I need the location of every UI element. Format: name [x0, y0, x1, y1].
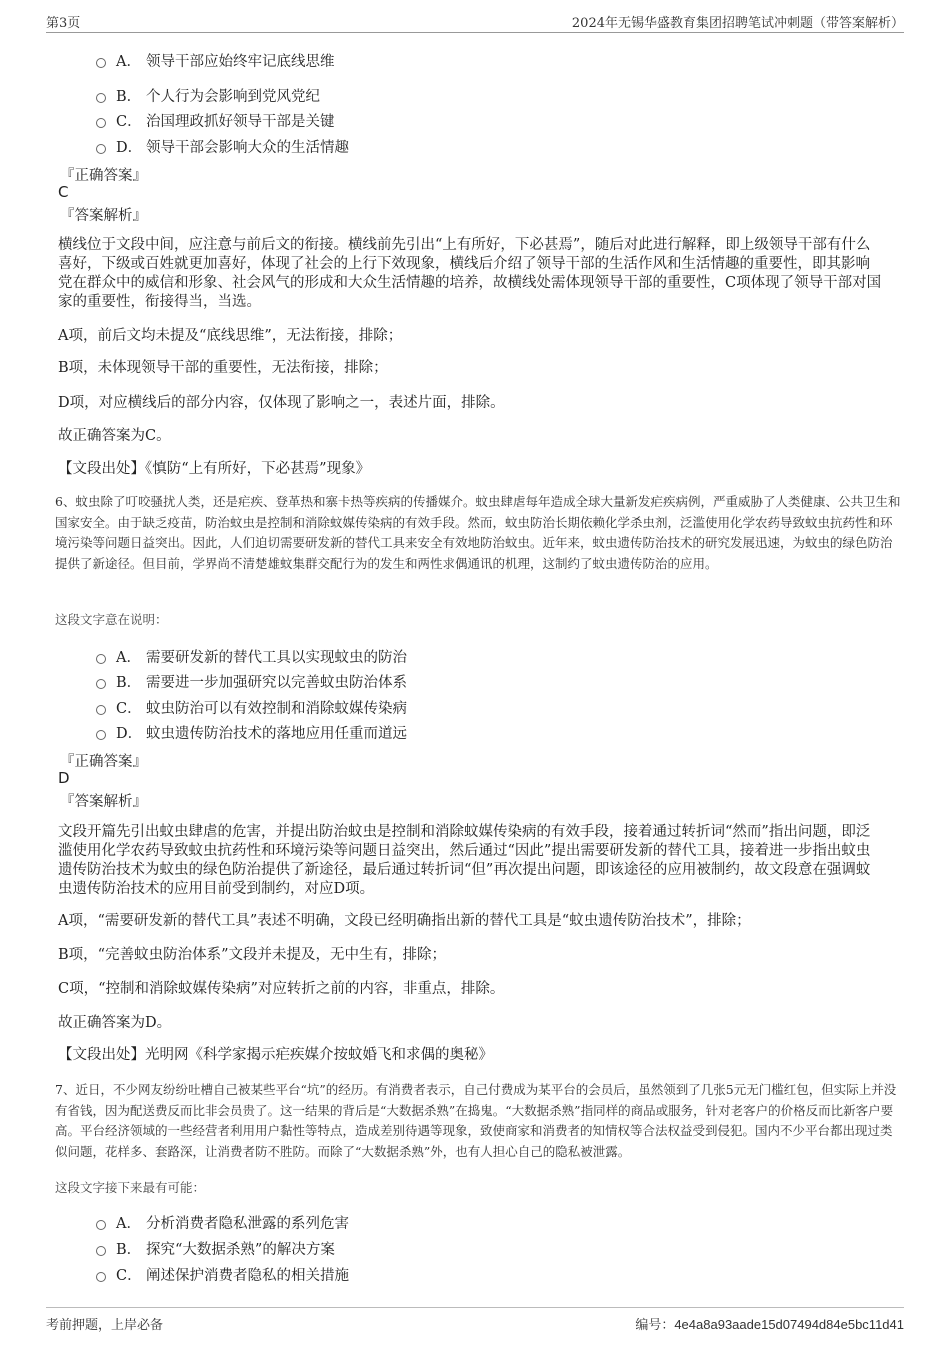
q5-option-a[interactable]: A． 领导干部应始终牢记底线思维: [96, 50, 335, 71]
q5-option-c[interactable]: C． 治国理政抓好领导干部是关键: [96, 110, 335, 131]
page-number: 第3页: [46, 16, 81, 31]
radio-icon[interactable]: [96, 730, 106, 740]
analysis-option-a: A项，“需要研发新的替代工具”表述不明确，文段已经明确指出新的替代工具是“蚊虫遗传防治技术”，排除；: [58, 913, 751, 929]
source: 【文段出处】光明网《科学家揭示疟疾媒介按蚊婚飞和求偶的奥秘》: [58, 1047, 493, 1063]
radio-icon[interactable]: [96, 93, 106, 103]
analysis-option-a: A项，前后文均未提及“底线思维”，无法衔接，排除；: [58, 328, 403, 344]
question-6: 6、蚊虫除了叮咬骚扰人类，还是疟疾、登革热和寨卡热等疾病的传播媒介。蚊虫肆虐每年造成全球大量新发疟疾病例，严重威胁了人类健康、公共卫生和国家安全。由于缺乏疫苗，防治蚊虫是控制和消除蚊媒传染病的有效手段。然而，蚊虫防治长期依赖化学杀虫剂，泛滥使用化学农药导致蚊虫抗药性和环境污染等问题日益突出。因此，人们迫切需要研发新的替代工具来安全有效地防治蚊虫。近年来，蚊虫遗传防治技术的研究发展迅速，为蚊虫的绿色防治提供了新途径。但目前，学界尚不清楚雄蚊集群交配行为的发生和两性求偶通讯的机理，这制约了蚊虫遗传防治的应用。: [55, 494, 901, 571]
q5-option-b[interactable]: B． 个人行为会影响到党风党纪: [96, 85, 320, 106]
q7-option-c[interactable]: C． 阐述保护消费者隐私的相关措施: [96, 1264, 349, 1285]
radio-icon[interactable]: [96, 1220, 106, 1230]
analysis-text: 文段开篇先引出蚊虫肆虐的危害，并提出防治蚊虫是控制和消除蚊媒传染病的有效手段，接着通过转折词“然而”指出问题，即泛滥使用化学农药导致蚊虫抗药性和环境污染等问题日益突出，然后通过“因此”提出需要研发新的替代工具，接着进一步指出蚊虫遗传防治技术为蚊虫的绿色防治提供了新途径，最后通过转折词“但”再次提出问题，即该途径的应用被制约，故文段意在强调蚊虫遗传防治技术的应用目前受到制约，对应D项。: [58, 824, 871, 897]
analysis-option-b: B项，“完善蚊虫防治体系”文段并未提及，无中生有，排除；: [58, 947, 446, 963]
conclusion: 故正确答案为D。: [58, 1015, 172, 1031]
radio-icon[interactable]: [96, 144, 106, 154]
document-title: 2024年无锡华盛教育集团招聘笔试冲刺题（带答案解析）: [571, 16, 904, 31]
analysis-option-b: B项，未体现领导干部的重要性，无法衔接，排除；: [58, 360, 388, 376]
conclusion: 故正确答案为C。: [58, 428, 171, 444]
q6-option-c[interactable]: C． 蚊虫防治可以有效控制和消除蚊媒传染病: [96, 697, 407, 718]
question-prompt: 这段文字意在说明：: [55, 612, 168, 627]
radio-icon[interactable]: [96, 1246, 106, 1256]
question-prompt: 这段文字接下来最有可能：: [55, 1180, 206, 1195]
q7-option-a[interactable]: A． 分析消费者隐私泄露的系列危害: [96, 1212, 349, 1233]
footer-slogan: 考前押题，上岸必备: [46, 1318, 164, 1333]
radio-icon[interactable]: [96, 1272, 106, 1282]
analysis-label: 『答案解析』: [60, 208, 147, 224]
radio-icon[interactable]: [96, 654, 106, 664]
answer-label: 『正确答案』: [60, 168, 147, 184]
q6-option-a[interactable]: A． 需要研发新的替代工具以实现蚊虫的防治: [96, 646, 407, 667]
analysis-option-c: C项，“控制和消除蚊媒传染病”对应转折之前的内容，非重点，排除。: [58, 981, 505, 997]
radio-icon[interactable]: [96, 705, 106, 715]
analysis-label: 『答案解析』: [60, 794, 147, 810]
q6-option-d[interactable]: D． 蚊虫遗传防治技术的落地应用任重而道远: [96, 722, 407, 743]
q5-option-d[interactable]: D． 领导干部会影响大众的生活情趣: [96, 136, 349, 157]
document-code: 编号：4e4a8a93aade15d07494d84e5bc11d41: [635, 1317, 904, 1333]
q7-option-b[interactable]: B． 探究“大数据杀熟”的解决方案: [96, 1238, 335, 1259]
source: 【文段出处】《慎防“上有所好，下必甚焉”现象》: [58, 461, 371, 477]
footer-divider: [46, 1307, 904, 1308]
radio-icon[interactable]: [96, 679, 106, 689]
question-7: 7、近日，不少网友纷纷吐槽自己被某些平台“坑”的经历。有消费者表示，自己付费成为某平台的会员后，虽然领到了几张5元无门槛红包，但实际上并没有省钱，因为配送费反而比非会员贵了。这一结果的背后是“大数据杀熟”在捣鬼。“大数据杀熟”指同样的商品或服务，针对老客户的价格反而比新客户要高。平台经济领域的一些经营者利用用户黏性等特点，造成差别待遇等现象，致使商家和消费者的知情权等合法权益受到侵犯。国内不少平台都出现过类似问题，花样多、套路深，让消费者防不胜防。而除了“大数据杀熟”外，也有人担心自己的隐私被泄露。: [55, 1082, 897, 1159]
answer-value: D: [58, 769, 70, 787]
radio-icon[interactable]: [96, 58, 106, 68]
header-divider: [46, 32, 904, 33]
q6-option-b[interactable]: B． 需要进一步加强研究以完善蚊虫防治体系: [96, 671, 407, 692]
analysis-text: 横线位于文段中间，应注意与前后文的衔接。横线前先引出“上有所好，下必甚焉”，随后对此进行解释，即上级领导干部有什么喜好，下级或百姓就更加喜好，体现了社会的上行下效现象，横线后介绍了领导干部的生活作风和生活情趣的重要性，即其影响党在群众中的威信和形象、社会风气的形成和大众生活情趣的培养，故横线处需体现领导干部的重要性，C项体现了领导干部对国家的重要性，衔接得当，当选。: [58, 237, 882, 310]
radio-icon[interactable]: [96, 118, 106, 128]
analysis-option-d: D项，对应横线后的部分内容，仅体现了影响之一，表述片面，排除。: [58, 395, 505, 411]
answer-label: 『正确答案』: [60, 754, 147, 770]
answer-value: C: [58, 183, 69, 201]
